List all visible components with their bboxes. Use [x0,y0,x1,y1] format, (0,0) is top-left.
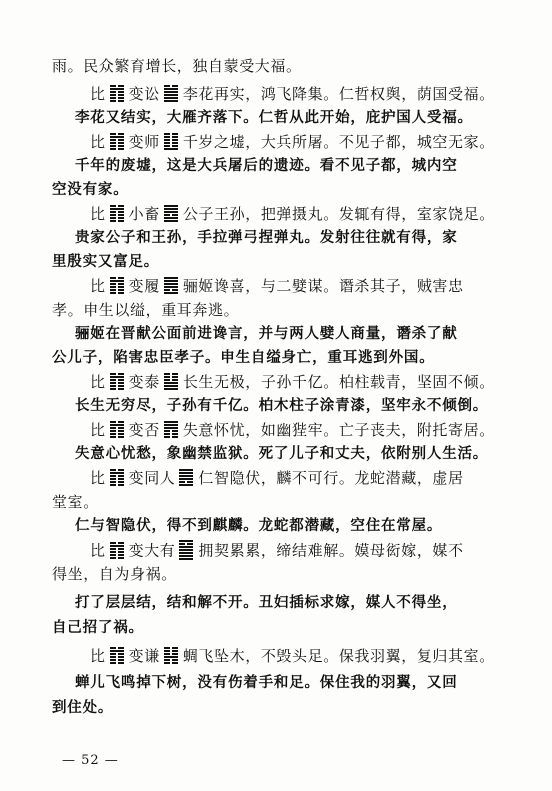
explanation-line: 自己招了祸。 [52,619,144,636]
page-number: — 52 — [62,753,119,768]
explanation-line: 贵家公子和王孙，手拉弹弓捏弹丸。发射往往就有得，家 [75,229,458,246]
verse-text: 失意怀忧，如幽狴牢。亡子丧夫，附托寄居。 [182,421,495,439]
hexagram-15b-icon [164,421,178,439]
text-line: 得坐，自为身祸。 [52,565,177,583]
verse-line [90,468,464,489]
explanation-line: 蝉儿飞鸣掉下树，没有伤着手和足。保住我的羽翼，又回 [75,674,458,691]
hexagram-label: 比 [90,277,106,295]
verse-text: 千岁之墟，大兵所屠。不见子都，城空无家。 [182,133,495,151]
explanation-line: 长生无穷尽，子孙有千亿。柏木柱子涂青漆，坚牢永不倾倒。 [75,397,489,414]
verse-line [90,420,495,441]
explanation-line: 到住处。 [52,699,114,716]
hexagram-6a-icon [110,205,124,223]
verse-line [90,84,495,105]
verse-text: 公子王孙，把弹摄丸。发辄有得，室家饶足。 [182,205,495,223]
hexagram-name: 变履 [128,277,160,295]
hexagram-name: 变否 [128,421,160,439]
hexagram-label: 比 [90,205,106,223]
hexagram-20b-icon [179,540,193,561]
explanation-line: 千年的废墟，这是大兵屠后的遗迹。看不见子都，城内空 [75,157,458,174]
explanation-line: 仁与智隐伏，得不到麒麟。龙蛇都潜藏，空住在常屋。 [75,517,443,534]
verse-text: 蜩飞坠木，不毁头足。保我羽翼，复归其室。 [182,647,495,665]
hexagram-3a-icon [110,133,124,151]
hexagram-13b-icon [164,373,178,391]
hexagram-9b-icon [164,277,178,295]
hexagram-label: 比 [90,85,106,103]
verse-line [90,540,464,563]
hexagram-17b-icon [179,469,193,487]
text-line: 孝。申生以缢，重耳奔逃。 [52,301,240,319]
hexagram-6b-icon [164,205,178,223]
hexagram-name: 变大有 [128,541,176,560]
verse-line [90,646,495,667]
hexagram-name: 变谦 [128,647,160,665]
hexagram-name: 变师 [128,133,160,151]
hexagram-17a-icon [110,469,124,487]
verse-text: 拥契累累，缔结难解。嫫母衒嫁，媒不 [198,541,464,560]
hexagram-name: 变同人 [128,469,176,487]
explanation-line: 里殷实又富足。 [52,253,160,270]
hexagram-name: 变泰 [128,373,160,391]
hexagram-3b-icon [164,133,178,151]
explanation-line: 骊姬在晋献公面前进谗言，并与两人嬖人商量，谮杀了献 [75,325,458,342]
hexagram-1b-icon [164,85,178,103]
hexagram-13a-icon [110,373,124,391]
hexagram-name: 小畜 [128,205,160,223]
verse-line [90,276,464,297]
hexagram-label: 比 [90,469,106,487]
explanation-line: 公儿子，陷害忠臣孝子。申生自缢身亡，重耳逃到外国。 [52,349,435,366]
hexagram-label: 比 [90,647,106,665]
hexagram-label: 比 [90,373,106,391]
hexagram-1a-icon [110,85,124,103]
hexagram-24b-icon [164,647,178,665]
hexagram-label: 比 [90,133,106,151]
verse-line [90,132,495,153]
verse-text: 李花再实，鸿飞降集。仁哲权舆，荫国受福。 [182,85,495,103]
verse-text: 长生无极，子孙千亿。柏柱载青，坚固不倾。 [182,373,495,391]
hexagram-20a-icon [110,542,124,560]
explanation-line: 失意心忧愁，象幽禁监狱。死了儿子和丈夫，依附别人生活。 [75,445,489,462]
verse-line [90,372,495,393]
hexagram-9a-icon [110,277,124,295]
explanation-line: 打了层层结，结和解不开。丑妇插标求嫁，媒人不得坐， [75,594,458,611]
hexagram-label: 比 [90,421,106,439]
verse-line [90,204,495,225]
hexagram-24a-icon [110,647,124,665]
hexagram-name: 变讼 [128,85,160,103]
hexagram-label: 比 [90,541,106,560]
verse-text: 骊姬谗喜，与二嬖谋。谮杀其子，贼害忠 [182,277,464,295]
hexagram-15a-icon [110,421,124,439]
text-line: 雨。民众繁育增长，独自蒙受大福。 [52,57,302,75]
explanation-line: 空没有家。 [52,181,129,198]
verse-text: 仁智隐伏，麟不可行。龙蛇潜藏，虚居 [198,469,464,487]
text-line: 堂室。 [52,493,99,511]
explanation-line: 李花又结实，大雁齐落下。仁哲从此开始，庇护国人受福。 [75,109,473,126]
